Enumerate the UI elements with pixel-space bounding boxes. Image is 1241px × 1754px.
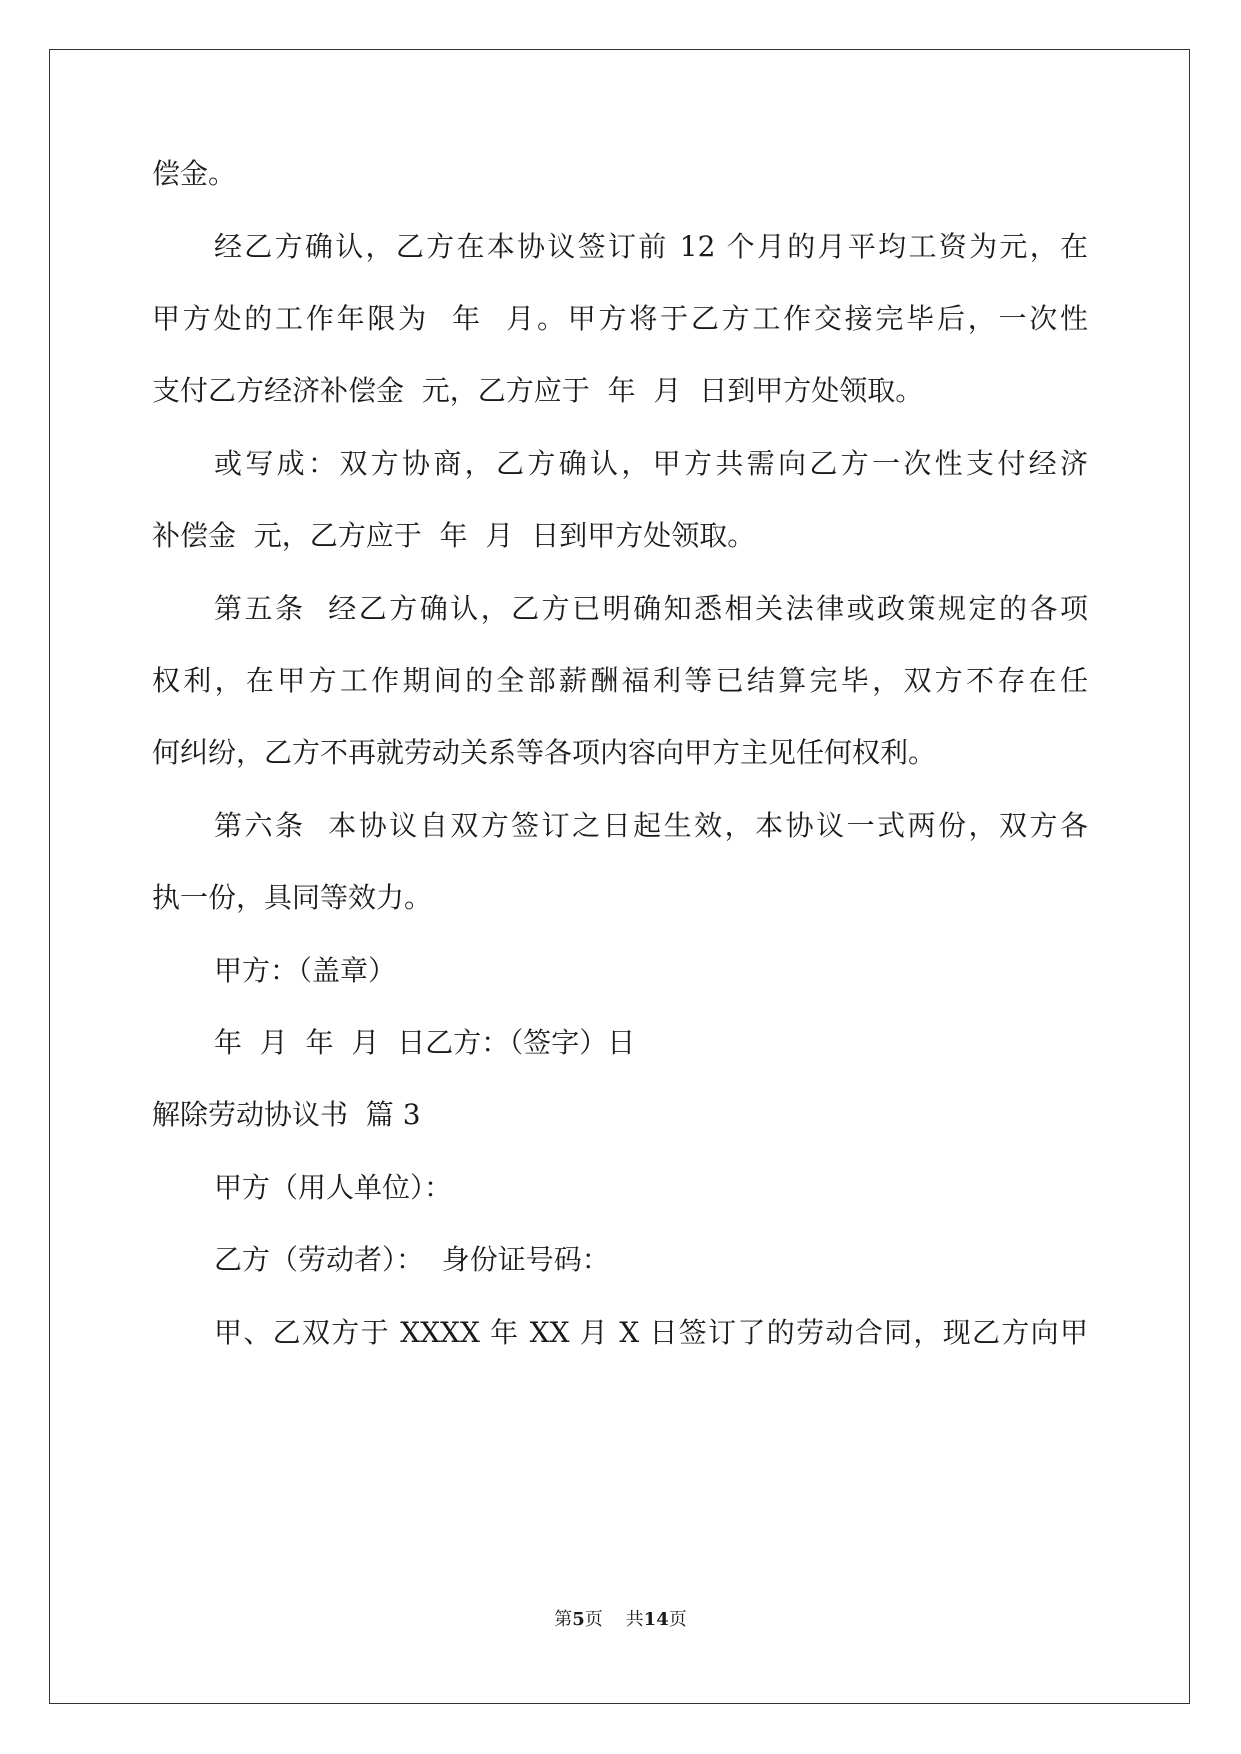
footer-middle: 页 共 [584, 1609, 644, 1630]
footer-total-pages: 14 [643, 1609, 669, 1630]
text-line-6: 补偿金 元，乙方应于 年 月 日到甲方处领取。 [152, 519, 756, 552]
text-line-9: 何纠纷，乙方不再就劳动关系等各项内容向甲方主见任何权利。 [152, 736, 937, 769]
text-line-10: 第六条 本协议自双方签订之日起生效，本协议一式两份，双方各 [214, 809, 1088, 842]
text-line-15: 甲方（用人单位）： [214, 1171, 453, 1204]
text-line-8: 权利，在甲方工作期间的全部薪酬福利等已结算完毕，双方不存在任 [152, 664, 1088, 697]
text-line-1: 偿金。 [152, 157, 237, 190]
text-line-16: 乙方（劳动者）： 身份证号码： [214, 1243, 610, 1276]
text-line-13: 年 月 年 月 日乙方：（签字）日 [214, 1026, 636, 1059]
footer-suffix: 页 [668, 1609, 687, 1630]
text-line-17: 甲、乙双方于 XXXX 年 XX 月 X 日签订了的劳动合同，现乙方向甲 [214, 1316, 1088, 1349]
text-line-2: 经乙方确认，乙方在本协议签订前 12 个月的月平均工资为元，在 [214, 230, 1088, 263]
text-line-11: 执一份，具同等效力。 [152, 881, 433, 914]
text-line-12: 甲方：（盖章） [214, 954, 397, 987]
page-border [49, 49, 1190, 1704]
text-line-7: 第五条 经乙方确认，乙方已明确知悉相关法律或政策规定的各项 [214, 592, 1088, 625]
footer-prefix: 第 [554, 1609, 573, 1630]
text-line-3: 甲方处的工作年限为 年 月。甲方将于乙方工作交接完毕后，一次性 [152, 302, 1088, 335]
page-footer [0, 1608, 1241, 1632]
section-heading: 解除劳动协议书 篇 3 [152, 1098, 421, 1131]
footer-current-page: 5 [572, 1609, 585, 1630]
text-line-5: 或写成：双方协商，乙方确认，甲方共需向乙方一次性支付经济 [214, 447, 1088, 480]
text-line-4: 支付乙方经济补偿金 元，乙方应于 年 月 日到甲方处领取。 [152, 374, 924, 407]
